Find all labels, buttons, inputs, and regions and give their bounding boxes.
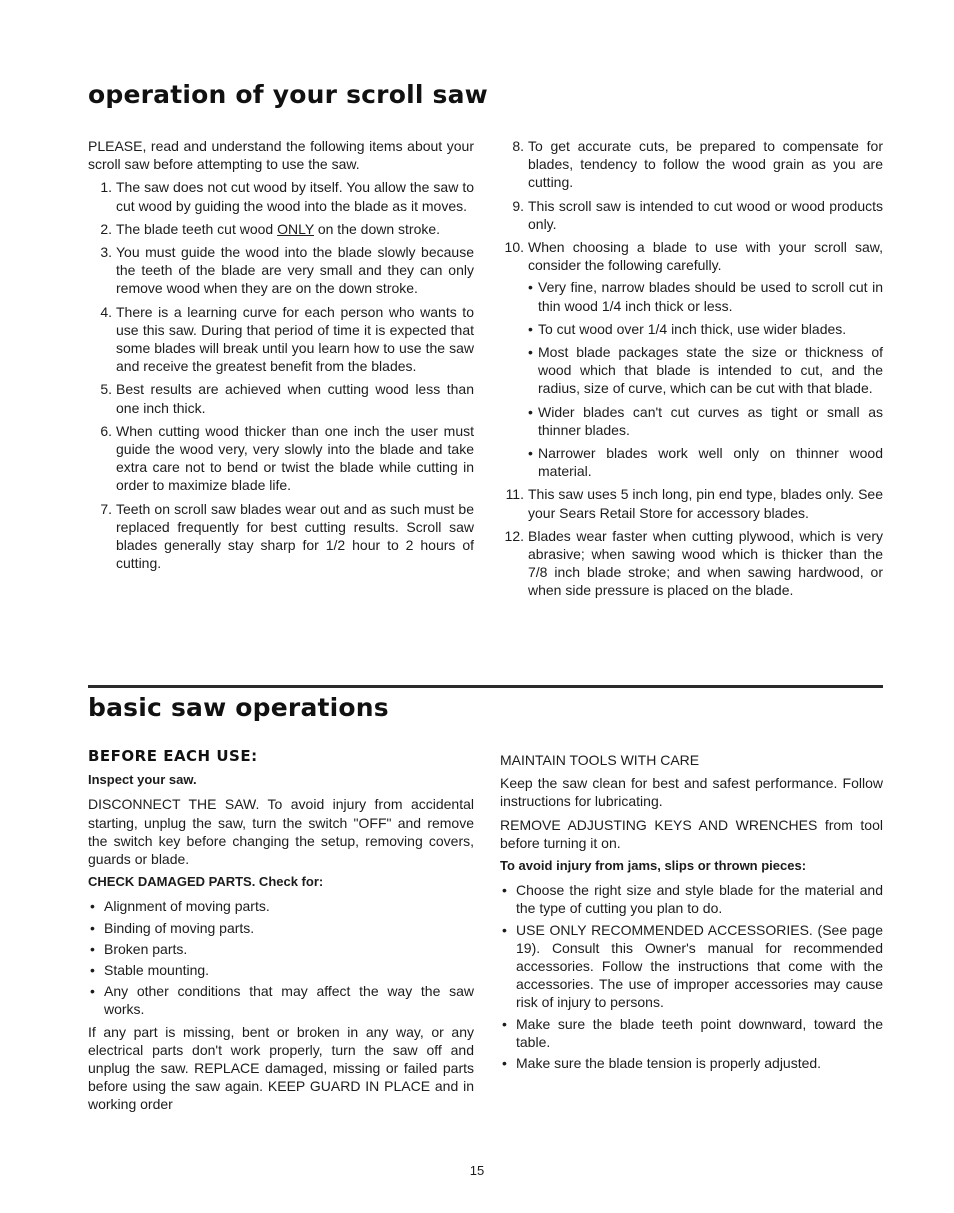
list-item: 8. To get accurate cuts, be prepared to compensate for blades, tendency to follow the wood grain as you are cutting. bbox=[512, 138, 883, 191]
maintain-heading: MAINTAIN TOOLS WITH CARE bbox=[500, 752, 700, 768]
missing-parts-paragraph: If any part is missing, bent or broken in any way, or any electrical parts don't work properly, turn the saw off and unplug the saw. REPLACE damaged, missing or failed parts before using the saw again. KEEP GUARD IN PLACE and in working order bbox=[88, 1023, 474, 1113]
bullet-item: • Make sure the blade tension is properly adjusted. bbox=[502, 1055, 822, 1072]
inspect-heading: Inspect your saw. bbox=[88, 772, 197, 788]
numbered-list-part1 bbox=[88, 178, 474, 572]
bullet-icon: • bbox=[528, 279, 533, 296]
list-item: 4. There is a learning curve for each person who wants to use this saw. During that period of time it is expected that some blades will break until you learn how to use the saw and receive the greatest benefit from the blades. bbox=[100, 303, 474, 375]
list-item: 1. The saw does not cut wood by itself. You allow the saw to cut wood by guiding the wood into the blade as it moves. bbox=[100, 179, 474, 214]
list-item: 7. Teeth on scroll saw blades wear out and as such must be replaced frequently for best cutting results. Scroll saw blades generally stay sharp for 1/2 hour to 2 hours of cutting. bbox=[100, 500, 474, 572]
before-each-use-heading: BEFORE EACH USE: bbox=[88, 747, 258, 765]
list-item: 10. When choosing a blade to use with your scroll saw, consider the following carefully. • Very fine, narrow blades should be used to scroll cut in thin wood 1/4 inch thick or less. • To cut wood over 1/4 inch thick, use wider blades. • Most blade packages state the size or thickness of wood which that blade is intended to cut, and the radius, size of curve, which can be cut with that blade. • Wider blades can't cut curves as tight or small as thinner blades. • Narrower blades work well only on thinner wood material. bbox=[504, 239, 883, 480]
bullet-icon: • bbox=[528, 403, 533, 420]
emphasis-only: ONLY bbox=[277, 220, 314, 237]
bullet-item: • Stable mounting. bbox=[90, 962, 210, 979]
column-left-top bbox=[88, 137, 474, 577]
column-right-bottom bbox=[500, 751, 883, 1076]
bullet-item: • Choose the right size and style blade for the material and the type of cutting you plan to do. bbox=[502, 882, 883, 917]
intro-paragraph: PLEASE, read and understand the following items about your scroll saw before attempting to use the saw. bbox=[88, 138, 474, 173]
bullet-icon: • bbox=[90, 898, 95, 915]
bullet-icon: • bbox=[90, 940, 95, 957]
list-item: 9. This scroll saw is intended to cut wood or wood products only. bbox=[512, 197, 883, 232]
avoid-injury-list bbox=[500, 881, 883, 1072]
section-title-operation: operation of your scroll saw bbox=[88, 80, 488, 109]
bullet-item: • Binding of moving parts. bbox=[90, 919, 255, 936]
bullet-item: • Wider blades can't cut curves as tight or small as thinner blades. bbox=[528, 403, 883, 438]
bullet-icon: • bbox=[502, 921, 507, 938]
section-title-basic-operations: basic saw operations bbox=[88, 693, 389, 722]
page-number: 15 bbox=[469, 1163, 485, 1178]
list-item: 5. Best results are achieved when cutting wood less than one inch thick. bbox=[100, 381, 474, 416]
bullet-icon: • bbox=[528, 344, 533, 361]
bullet-item: • To cut wood over 1/4 inch thick, use wider blades. bbox=[528, 320, 847, 337]
list-item: 6. When cutting wood thicker than one inch the user must guide the wood very, very slowly into the blade and take extra care not to bend or twist the blade while cutting in order to maximize blade life. bbox=[100, 422, 474, 494]
numbered-list-part2 bbox=[500, 137, 883, 600]
bullet-item: • Alignment of moving parts. bbox=[90, 898, 270, 915]
section-divider bbox=[88, 685, 883, 688]
column-right-top bbox=[500, 137, 883, 605]
bullet-item: • USE ONLY RECOMMENDED ACCESSORIES. (See page 19). Consult this Owner's manual for recommended accessories. Follow the instructions that come with the accessories. The use of improper accessories may cause risk of injury to persons. bbox=[502, 921, 883, 1011]
bullet-icon: • bbox=[502, 1055, 507, 1072]
bullet-icon: • bbox=[502, 882, 507, 899]
avoid-injury-heading: To avoid injury from jams, slips or thrown pieces: bbox=[500, 858, 807, 874]
check-list bbox=[88, 897, 474, 1018]
bullet-icon: • bbox=[90, 919, 95, 936]
disconnect-paragraph: DISCONNECT THE SAW. To avoid injury from accidental starting, unplug the saw, turn the switch "OFF" and remove the switch key before changing the setup, removing covers, guards or blade. bbox=[88, 796, 474, 868]
list-item: 11. This saw uses 5 inch long, pin end type, blades only. See your Sears Retail Store for accessory blades. bbox=[505, 486, 883, 521]
check-damaged-heading: CHECK DAMAGED PARTS. Check for: bbox=[88, 874, 324, 890]
bullet-icon: • bbox=[528, 320, 533, 337]
bullet-icon: • bbox=[502, 1015, 507, 1032]
blade-choice-bullets bbox=[528, 278, 883, 480]
bullet-item: • Any other conditions that may affect the way the saw works. bbox=[90, 983, 474, 1018]
bullet-item: • Narrower blades work well only on thinner wood material. bbox=[528, 445, 883, 480]
maintain-paragraph: Keep the saw clean for best and safest performance. Follow instructions for lubricating. bbox=[500, 775, 883, 810]
list-item: 3. You must guide the wood into the blade slowly because the teeth of the blade are very small and they can only remove wood when they are on the down stroke. bbox=[100, 244, 474, 297]
bullet-item: • Very fine, narrow blades should be used to scroll cut in thin wood 1/4 inch thick or less. bbox=[528, 279, 883, 314]
bullet-icon: • bbox=[90, 962, 95, 979]
bullet-item: • Most blade packages state the size or thickness of wood which that blade is intended to cut, and the radius, size of curve, which can be cut with that blade. bbox=[528, 344, 883, 397]
remove-keys-paragraph: REMOVE ADJUSTING KEYS AND WRENCHES from tool before turning it on. bbox=[500, 816, 883, 851]
bullet-item: • Broken parts. bbox=[90, 940, 188, 957]
bullet-icon: • bbox=[528, 445, 533, 462]
bullet-item: • Make sure the blade teeth point downward, toward the table. bbox=[502, 1015, 883, 1050]
list-item: 2. The blade teeth cut wood ONLY on the down stroke. bbox=[100, 220, 441, 237]
column-left-bottom bbox=[88, 747, 474, 1119]
bullet-icon: • bbox=[90, 983, 95, 1000]
list-item: 12. Blades wear faster when cutting plywood, which is very abrasive; when sawing wood which is thicker than the 7/8 inch blade stroke; and when sawing hardwood, or when side pressure is placed on the blade. bbox=[504, 527, 883, 599]
